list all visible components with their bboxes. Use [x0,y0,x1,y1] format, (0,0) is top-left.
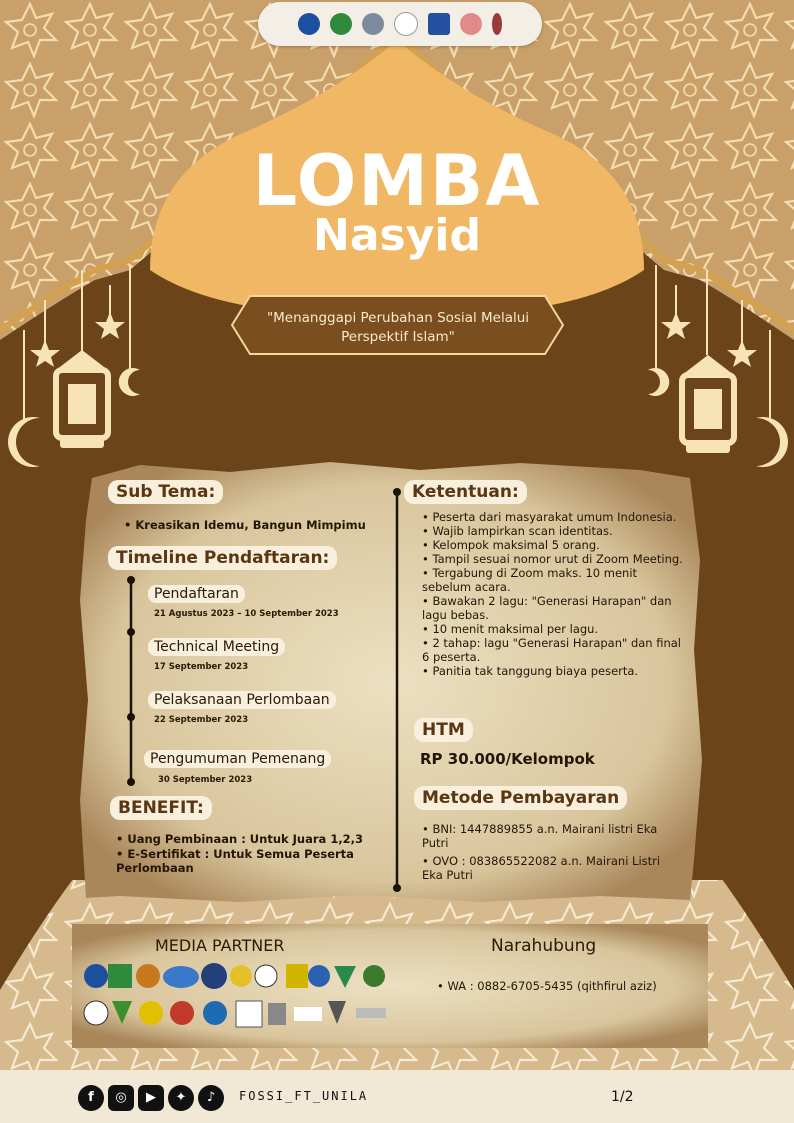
faculty-logo-icon [362,13,384,35]
timeline-step-3: Pelaksanaan Perlombaan [148,691,336,709]
mascot-logo-icon [492,13,502,35]
tagline: "Menanggapi Perubahan Sosial Melalui Perspektif Islam" [266,310,530,345]
media-partner-title: MEDIA PARTNER [155,936,285,955]
main-title: LOMBA [252,140,542,222]
payment-item: • BNI: 1447889855 a.n. Mairani listri Eka Putri [422,822,658,850]
timeline-date-1: 21 Agustus 2023 – 10 September 2023 [154,609,339,619]
contact-wa: • WA : 0882-6705-5435 (qithfirul aziz) [437,979,657,993]
ketentuan-heading: Ketentuan: [404,480,527,504]
benefit-item-2: • E-Sertifikat : Untuk Semua Peserta Perlombaan [116,847,354,875]
timeline-step-1: Pendaftaran [148,585,245,603]
subtema-heading: Sub Tema: [108,480,223,504]
organization-logo-icon [330,13,352,35]
social-handle[interactable]: FOSSI_FT_UNILA [239,1089,369,1103]
timeline-date-3: 22 September 2023 [154,715,249,725]
rule-item: • Panitia tak tanggung biaya peserta. [422,664,639,678]
next-page-chevron-icon[interactable] [660,1084,710,1114]
timeline-date-4: 30 September 2023 [158,775,253,785]
payment-heading: Metode Pembayaran [414,786,627,810]
rule-item: • Wajib lampirkan scan identitas. [422,524,613,538]
contact-title: Narahubung [491,936,597,956]
sponsor-logos-bar [258,2,542,46]
timeline-step-4: Pengumuman Pemenang [144,750,331,768]
club-logo-icon [394,12,418,36]
rule-item: • Tergabung di Zoom maks. 10 menit sebelum acara. [422,566,638,594]
timeline-step-2: Technical Meeting [148,638,285,656]
twitter-icon[interactable]: ✦ [168,1085,194,1111]
payment-item: • OVO : 083865522082 a.n. Mairani Listri Eka Putri [422,854,661,882]
rule-item: • Peserta dari masyarakat umum Indonesia. [422,510,677,524]
event-logo-icon [460,13,482,35]
benefit-item-1: • Uang Pembinaan : Untuk Juara 1,2,3 [116,832,364,846]
page-number: 1/2 [611,1089,634,1105]
timeline-date-2: 17 September 2023 [154,662,249,672]
payment-list [422,822,684,882]
ketentuan-list [422,510,684,678]
rule-item: • 2 tahap: lagu "Generasi Harapan" dan final 6 peserta. [422,636,682,664]
instagram-icon[interactable]: ◎ [108,1085,134,1111]
subtema-item: • Kreasikan Idemu, Bangun Mimpimu [124,518,366,532]
facebook-icon[interactable]: f [78,1085,104,1111]
rule-item: • Tampil sesuai nomor urut di Zoom Meeting. [422,552,683,566]
htm-heading: HTM [414,718,473,742]
sub-title: Nasyid [313,210,481,261]
tiktok-icon[interactable]: ♪ [198,1085,224,1111]
fossi-logo-icon [428,13,450,35]
timeline-heading: Timeline Pendaftaran: [108,546,337,570]
university-logo-icon [298,13,320,35]
benefit-heading: BENEFIT: [110,796,212,820]
rule-item: • Bawakan 2 lagu: "Generasi Harapan" dan lagu bebas. [422,594,672,622]
rule-item: • Kelompok maksimal 5 orang. [422,538,600,552]
youtube-icon[interactable]: ▶ [138,1085,164,1111]
rule-item: • 10 menit maksimal per lagu. [422,622,599,636]
htm-value: RP 30.000/Kelompok [420,750,595,768]
